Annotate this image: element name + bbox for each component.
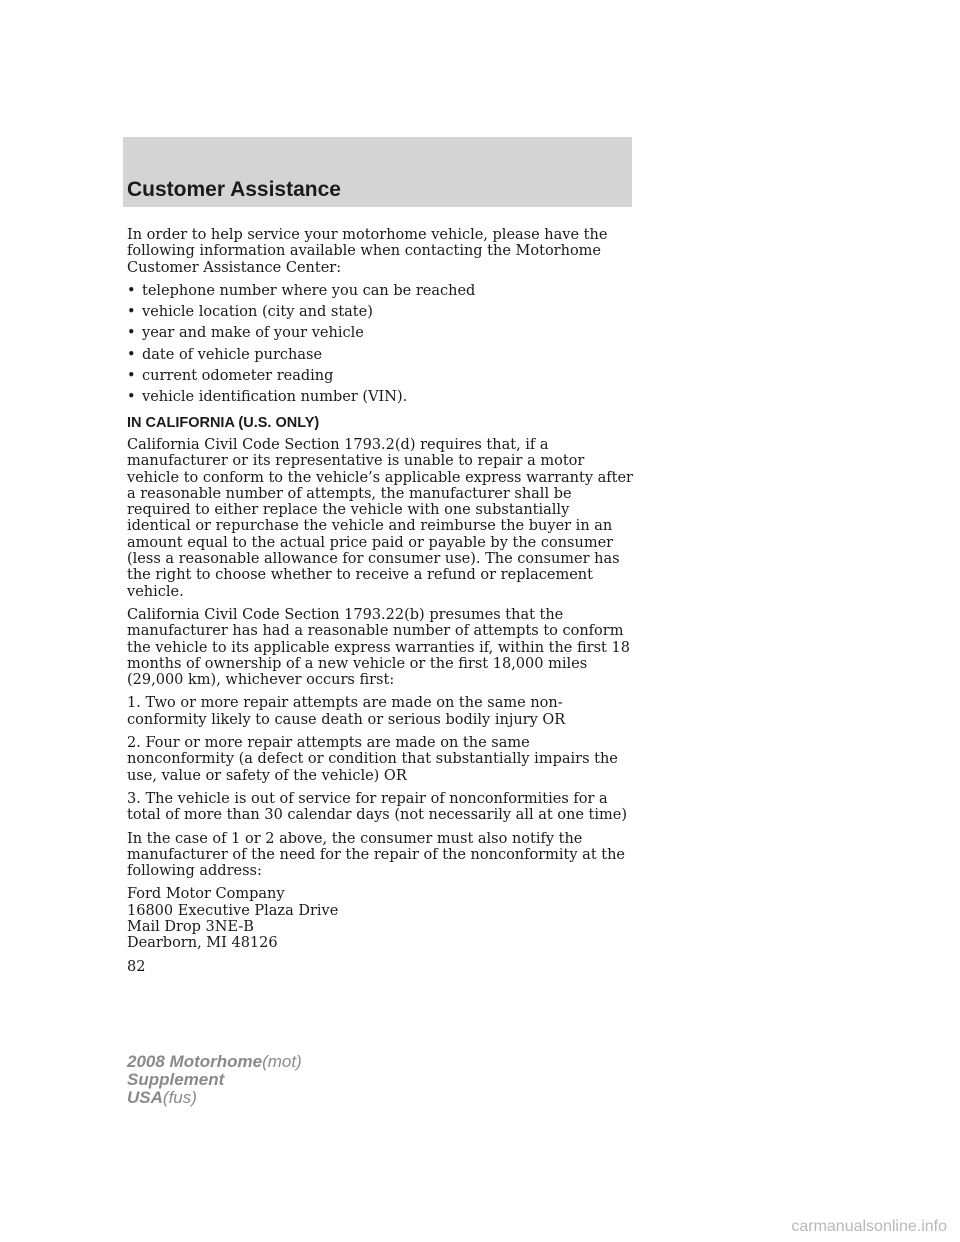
condition-item-2: 2. Four or more repair attempts are made on the same nonconformity (a defect or condition that substantially impairs the use, value or safety of the vehicle) OR [127, 735, 618, 784]
address-mail-drop: Mail Drop 3NE-B [127, 918, 254, 935]
list-item: • vehicle location (city and state) [127, 304, 373, 321]
bullet-icon: • [127, 346, 136, 363]
bullet-icon: • [127, 368, 136, 385]
footer-line-1: 2008 Motorhome(mot) [127, 1052, 302, 1071]
list-item: • telephone number where you can be reached [127, 282, 476, 299]
bullet-icon: • [127, 389, 136, 406]
list-item: • date of vehicle purchase [127, 346, 323, 363]
site-watermark: carmanualsonline.info [791, 1218, 947, 1235]
footer-line-2: Supplement [127, 1070, 225, 1089]
section-title: Customer Assistance [127, 178, 341, 201]
california-paragraph-1: California Civil Code Section 1793.2(d) requires that, if a manufacturer or its representative is unable to repair a motor vehicle to conform to the vehicle’s applicable express warranty after a reasonable number of attempts, the manufacturer shall be required to either replace the vehicle with one substantially identical or repurchase the vehicle and reimburse the buyer in an amount equal to the actual price paid or payable by the consumer (less a reasonable allowance for consumer use). The consumer has the right to choose whether to receive a refund or replacement vehicle. [127, 436, 633, 600]
list-item: • vehicle identification number (VIN). [127, 389, 408, 406]
california-paragraph-2: California Civil Code Section 1793.22(b) presumes that the manufacturer has had a reasonable number of attempts to conform the vehicle to its applicable express warranties if, within the first 18 months of ownership of a new vehicle or the first 18,000 miles (29,000 km), whichever occurs first: [127, 606, 630, 689]
bullet-icon: • [127, 325, 136, 342]
intro-paragraph: In order to help service your motorhome vehicle, please have the following information available when contacting the Motorhome Customer Assistance Center: [127, 227, 608, 276]
page-body [127, 227, 637, 975]
condition-item-1: 1. Two or more repair attempts are made on the same non-conformity likely to cause death or serious bodily injury OR [127, 695, 566, 728]
address-company: Ford Motor Company [127, 886, 285, 903]
condition-item-3: 3. The vehicle is out of service for repair of nonconformities for a total of more than 30 calendar days (not necessarily all at one time) [127, 790, 627, 824]
bullet-icon: • [127, 304, 136, 321]
california-heading: IN CALIFORNIA (U.S. ONLY) [127, 414, 320, 431]
address-city: Dearborn, MI 48126 [127, 935, 278, 952]
document-footer [127, 1053, 302, 1107]
footer-line-3: USA(fus) [127, 1088, 197, 1107]
bullet-icon: • [127, 282, 136, 299]
list-item: • year and make of your vehicle [127, 325, 364, 342]
info-checklist [127, 283, 637, 406]
list-item: • current odometer reading [127, 368, 334, 385]
mailing-address [127, 886, 637, 951]
page-number: 82 [127, 958, 146, 975]
address-street: 16800 Executive Plaza Drive [127, 902, 339, 919]
notify-paragraph: In the case of 1 or 2 above, the consumer must also notify the manufacturer of the need for the repair of the nonconformity at the following address: [127, 830, 626, 880]
